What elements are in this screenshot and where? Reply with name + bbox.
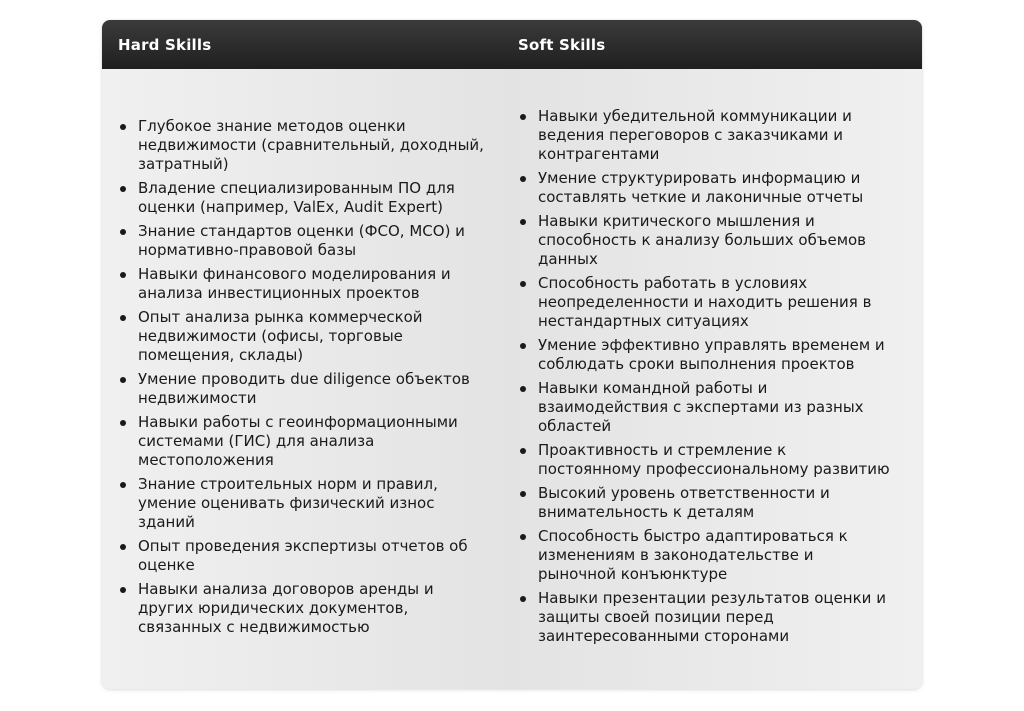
header-soft-skills: Soft Skills [518,35,606,54]
table-header [102,20,922,69]
list-item: Навыки финансового моделирования и анализа инвестиционных проектов [118,265,492,303]
skills-table [102,20,922,689]
list-item: Умение проводить due diligence объектов недвижимости [118,370,492,408]
soft-skills-column [502,69,902,689]
hard-skills-list [118,117,492,642]
list-item: Навыки командной работы и взаимодействия с экспертами из разных областей [518,379,892,436]
list-item: Способность быстро адаптироваться к изменениям в законодательстве и рыночной конъюнктуре [518,527,892,584]
list-item: Опыт анализа рынка коммерческой недвижимости (офисы, торговые помещения, склады) [118,308,492,365]
list-item: Высокий уровень ответственности и внимательность к деталям [518,484,892,522]
soft-skills-list [518,107,892,651]
list-item: Навыки презентации результатов оценки и защиты своей позиции перед заинтересованными сторонами [518,589,892,646]
list-item: Навыки работы с геоинформационными системами (ГИС) для анализа местоположения [118,413,492,470]
list-item: Умение структурировать информацию и составлять четкие и лаконичные отчеты [518,169,892,207]
list-item: Навыки критического мышления и способность к анализу больших объемов данных [518,212,892,269]
list-item: Опыт проведения экспертизы отчетов об оценке [118,537,492,575]
list-item: Знание строительных норм и правил, умение оценивать физический износ зданий [118,475,492,532]
list-item: Проактивность и стремление к постоянному профессиональному развитию [518,441,892,479]
list-item: Способность работать в условиях неопределенности и находить решения в нестандартных ситуациях [518,274,892,331]
list-item: Знание стандартов оценки (ФСО, МСО) и нормативно-правовой базы [118,222,492,260]
list-item: Навыки убедительной коммуникации и ведения переговоров с заказчиками и контрагентами [518,107,892,164]
header-hard-skills: Hard Skills [118,35,212,54]
table-body [102,69,922,689]
hard-skills-column [102,69,502,689]
list-item: Умение эффективно управлять временем и соблюдать сроки выполнения проектов [518,336,892,374]
list-item: Навыки анализа договоров аренды и других юридических документов, связанных с недвижимостью [118,580,492,637]
list-item: Глубокое знание методов оценки недвижимости (сравнительный, доходный, затратный) [118,117,492,174]
list-item: Владение специализированным ПО для оценки (например, ValEx, Audit Expert) [118,179,492,217]
